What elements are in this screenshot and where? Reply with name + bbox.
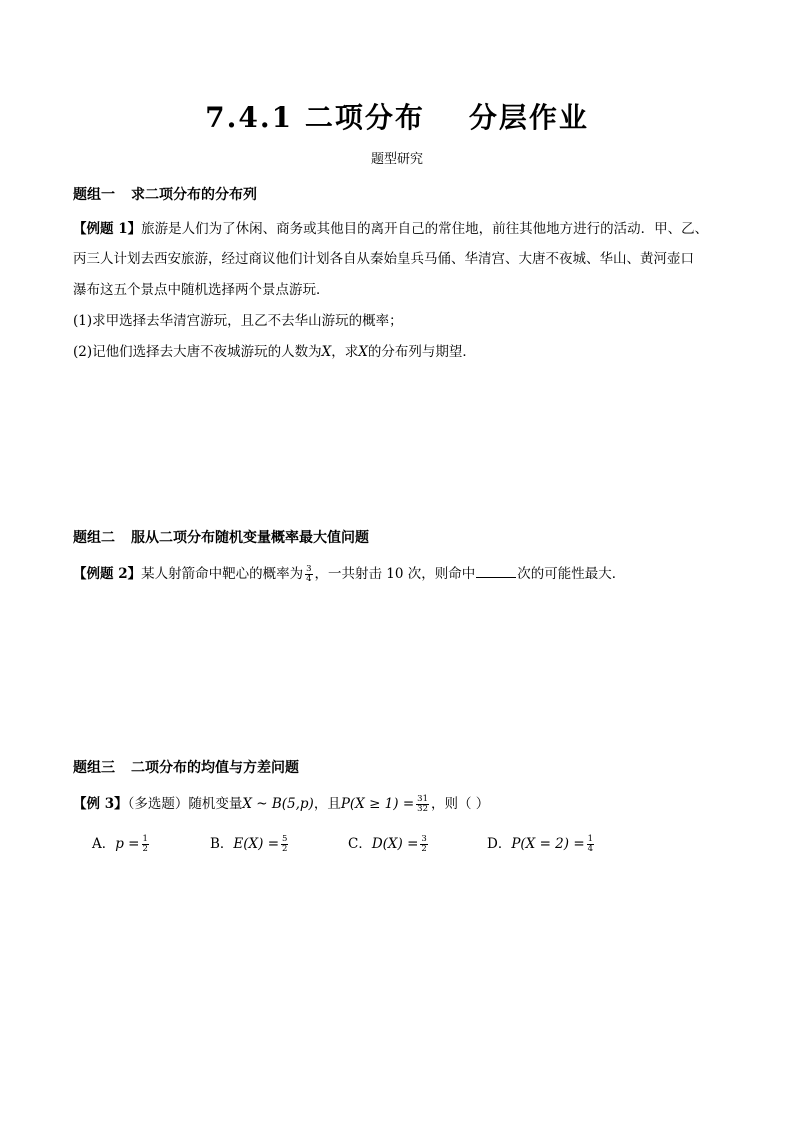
option-c-label: C．	[348, 836, 372, 852]
page-subtitle: 题型研究	[370, 152, 423, 167]
example3-expr1: X ~ B(5,p)	[242, 796, 314, 812]
option-c-fraction	[420, 835, 427, 854]
option-a-num: 1	[142, 834, 148, 844]
option-b-expr: E(X) =	[233, 836, 280, 852]
example2-text-c: 次的可能性最大．	[517, 566, 626, 582]
option-d-num: 1	[587, 834, 594, 844]
example1-line3: 瀑布这五个景点中随机选择两个景点游玩．	[73, 282, 330, 298]
q2-var-x: X	[321, 344, 332, 360]
group3-heading	[73, 757, 299, 777]
title-left: 7.4.1 二项分布	[205, 101, 425, 134]
page-title	[0, 96, 794, 136]
option-d[interactable]	[487, 832, 596, 854]
option-a[interactable]	[92, 832, 151, 854]
example3-frac-num: 31	[417, 794, 428, 804]
group2-heading	[73, 527, 369, 547]
option-a-den: 2	[142, 844, 148, 854]
example2-fraction	[305, 565, 312, 584]
group2-heading-topic: 服从二项分布随机变量概率最大值问题	[131, 530, 369, 546]
example1-line2: 丙三人计划去西安旅游，经过商议他们计划各自从秦始皇兵马俑、华清宫、大唐不夜城、华山、黄河壶口	[73, 251, 694, 267]
example3-frac-den: 32	[417, 804, 428, 814]
q2-text-b: ，求	[331, 344, 359, 360]
example3-line	[73, 792, 489, 814]
example3-text-a: （多选题）随机变量	[127, 796, 243, 812]
option-c[interactable]	[348, 832, 430, 854]
option-b[interactable]	[210, 832, 290, 854]
example2-frac-den: 4	[306, 574, 312, 584]
example1-question2	[73, 340, 476, 360]
option-a-fraction	[142, 835, 149, 854]
example3-text-c: ，则（ ）	[430, 796, 490, 812]
option-d-expr: P(X = 2) =	[511, 836, 585, 852]
option-d-den: 4	[587, 844, 594, 854]
group1-heading	[73, 184, 257, 204]
option-c-num: 3	[421, 834, 427, 844]
option-b-label: B．	[210, 836, 234, 852]
answer-blank[interactable]	[476, 565, 516, 578]
option-a-label: A．	[92, 836, 116, 852]
example3-tag: 【例 3】	[73, 796, 128, 812]
q2-var-x-2: X	[358, 344, 368, 360]
example3-fraction	[416, 795, 429, 814]
example3-expr2: P(X ≥ 1) =	[340, 796, 415, 812]
example3-text-b: ，且	[313, 796, 341, 812]
option-d-fraction	[587, 835, 594, 854]
group1-heading-label: 题组一	[73, 187, 115, 203]
example2-text-a: 某人射箭命中靶心的概率为	[141, 566, 304, 582]
option-c-den: 2	[421, 844, 427, 854]
option-c-expr: D(X) =	[371, 836, 419, 852]
option-a-expr: p =	[115, 836, 140, 852]
example2-frac-num: 3	[306, 564, 312, 574]
example2-text-b: ，一共射击 10 次，则命中	[314, 566, 476, 582]
example1-text1: 旅游是人们为了休闲、商务或其他目的离开自己的常住地，前往其他地方进行的活动．甲、乙、	[141, 221, 709, 237]
option-b-den: 2	[282, 844, 288, 854]
option-d-label: D．	[487, 836, 512, 852]
group3-heading-topic: 二项分布的均值与方差问题	[131, 760, 299, 776]
example1-line1	[73, 217, 708, 237]
group2-heading-label: 题组二	[73, 530, 115, 546]
q2-text-a: (2)记他们选择去大唐不夜城游玩的人数为	[73, 344, 322, 360]
option-b-fraction	[281, 835, 288, 854]
group3-heading-label: 题组三	[73, 760, 115, 776]
group1-heading-topic: 求二项分布的分布列	[131, 187, 257, 203]
example1-tag: 【例题 1】	[73, 221, 142, 237]
example1-question1: (1)求甲选择去华清宫游玩，且乙不去华山游玩的概率；	[73, 313, 403, 329]
q2-text-c: 的分布列与期望．	[367, 344, 476, 360]
example2-line	[73, 562, 625, 584]
option-b-num: 5	[282, 834, 288, 844]
example2-tag: 【例题 2】	[73, 566, 142, 582]
title-right: 分层作业	[468, 101, 589, 134]
